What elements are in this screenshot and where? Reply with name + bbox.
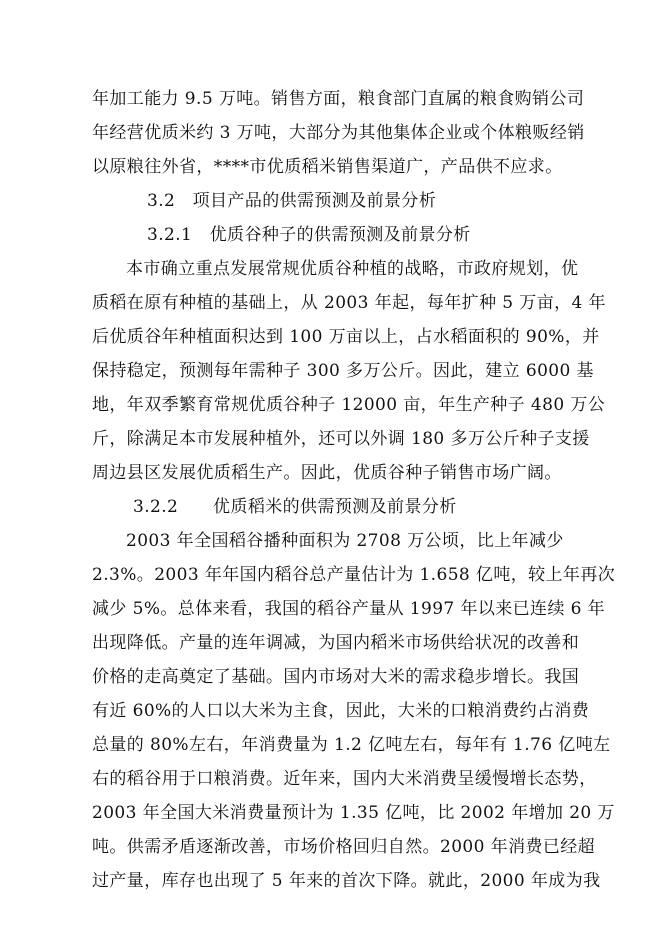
text-line: 出现降低。产量的连年调减，为国内稻米市场供给状况的改善和 — [92, 633, 580, 653]
text-line: 周边县区发展优质稻生产。因此，优质谷种子销售市场广阔。 — [92, 463, 562, 483]
section-heading-3-2-2: 3.2.2 优质稻米的供需预测及前景分析 — [133, 497, 457, 517]
section-heading-3-2-1: 3.2.1 优质谷种子的供需预测及前景分析 — [147, 225, 471, 245]
text-line: 以原粮往外省，****市优质稻米销售渠道广，产品供不应求。 — [92, 157, 563, 177]
text-line: 斤，除满足本市发展种植外，还可以外调 180 多万公斤种子支援 — [92, 429, 590, 449]
text-line: 后优质谷年种植面积达到 100 万亩以上，占水稻面积的 90%，并 — [92, 327, 600, 347]
text-line: 价格的走高奠定了基础。国内市场对大米的需求稳步增长。我国 — [92, 667, 580, 687]
text-line: 吨。供需矛盾逐渐改善，市场价格回归自然。2000 年消费已经超 — [92, 837, 596, 857]
text-line: 过产量，库存也出现了 5 年来的首次下降。就此，2000 年成为我 — [92, 871, 601, 891]
text-line: 保持稳定，预测每年需种子 300 多万公斤。因此，建立 6000 基 — [92, 361, 594, 381]
text-line: 年加工能力 9.5 万吨。销售方面，粮食部门直属的粮食购销公司 — [92, 89, 585, 109]
text-line: 2003 年全国大米消费量预计为 1.35 亿吨，比 2002 年增加 20 万 — [92, 803, 615, 823]
text-line: 减少 5%。总体来看，我国的稻谷产量从 1997 年以来已连续 6 年 — [92, 599, 606, 619]
text-line: 年经营优质米约 3 万吨，大部分为其他集体企业或个体粮贩经销 — [92, 123, 585, 143]
text-line: 2.3%。2003 年年国内稻谷总产量估计为 1.658 亿吨，较上年再次 — [92, 565, 616, 585]
text-line: 总量的 80%左右，年消费量为 1.2 亿吨左右，每年有 1.76 亿吨左 — [92, 735, 611, 755]
text-line: 地，年双季繁育常规优质谷种子 12000 亩，年生产种子 480 万公 — [92, 395, 606, 415]
section-heading-3-2: 3.2 项目产品的供需预测及前景分析 — [147, 191, 437, 211]
text-line: 2003 年全国稻谷播种面积为 2708 万公顷，比上年减少 — [126, 531, 564, 551]
text-line: 右的稻谷用于口粮消费。近年来，国内大米消费呈缓慢增长态势， — [92, 769, 597, 789]
text-line: 有近 60%的人口以大米为主食，因此，大米的口粮消费约占消费 — [92, 701, 590, 721]
text-line: 质稻在原有种植的基础上，从 2003 年起，每年扩种 5 万亩，4 年 — [92, 293, 606, 313]
text-line: 本市确立重点发展常规优质谷种植的战略，市政府规划，优 — [126, 259, 579, 279]
